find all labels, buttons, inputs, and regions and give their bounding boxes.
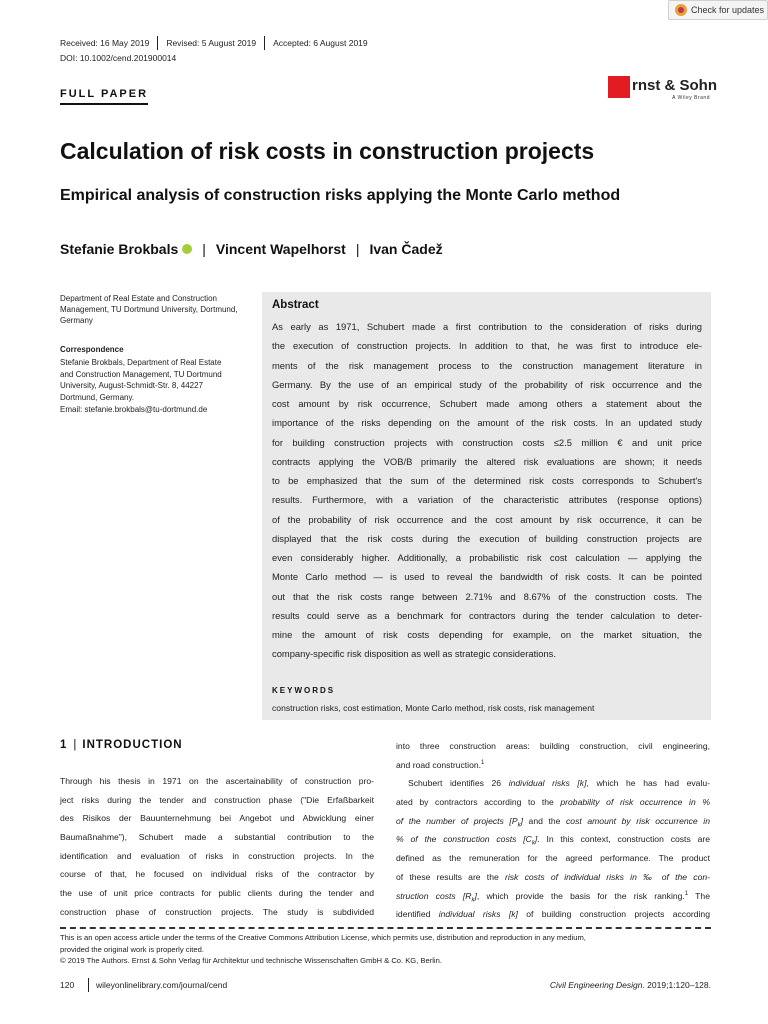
- abstract-line: the execution of construction projects. In addition to that, he was first to introduce ele-: [272, 340, 702, 352]
- body-text-italic: struction costs [R: [396, 890, 472, 901]
- correspondence-heading: Correspondence: [60, 345, 124, 354]
- body-line: ject risks during the tender and construction phase ("Die Erfaßbarkeit: [60, 794, 374, 805]
- body-line: [396, 905, 710, 924]
- abstract-line: results could serve as a benchmark for contractors during the tender calculation to deter-: [272, 609, 702, 621]
- body-line: [396, 830, 710, 849]
- body-column-right: [396, 737, 710, 924]
- footnote-ref[interactable]: 1: [684, 890, 689, 897]
- abstract-line: for building construction projects with construction costs ≤2.5 million € and unit price: [272, 436, 702, 448]
- citation-details: . 2019;1:120–128.: [642, 980, 711, 990]
- check-for-updates-label: Check for updates: [691, 5, 765, 15]
- publisher-tagline: A Wiley Brand: [672, 95, 710, 101]
- article-type: FULL PAPER: [60, 88, 149, 100]
- license-line: provided the original work is properly cited.: [60, 944, 204, 954]
- body-line: [396, 793, 710, 812]
- body-text-italic: ]: [520, 815, 523, 826]
- check-for-updates-button[interactable]: [668, 0, 768, 20]
- affiliation: Department of Real Estate and Construction Management, TU Dortmund University, Dortmund, Germany: [60, 294, 238, 325]
- abstract-line: importance of the risks depending on the amount of the risk costs. In an updated study: [272, 417, 702, 429]
- divider: [264, 36, 265, 50]
- footer-divider: [88, 978, 89, 992]
- body-text-italic: individual risks [k]: [438, 909, 518, 920]
- correspondence-email[interactable]: Email: stefanie.brokbals@tu-dortmund.de: [60, 404, 208, 414]
- body-text-italic: ]: [474, 890, 477, 901]
- divider: [157, 36, 158, 50]
- body-text-italic: ]: [534, 834, 538, 845]
- doi[interactable]: DOI: 10.1002/cend.201900014: [60, 53, 177, 63]
- body-text: , which provide the basis for the risk ranking.: [476, 890, 685, 901]
- paper-title: Calculation of risk costs in construction projects: [60, 138, 595, 164]
- abstract-line: company-specific risk disposition as well as strategic considerations.: [272, 648, 556, 660]
- article-dates: [60, 36, 368, 50]
- correspondence-line: University, August-Schmidt-Str. 8, 44227: [60, 381, 204, 391]
- body-text-italic: risk costs of individual risks in ‰ of the con-: [504, 871, 711, 882]
- abstract-line: displayed that the risk costs during the execution of building construction projects are: [272, 532, 702, 544]
- correspondence-line: Dortmund, Germany.: [60, 393, 135, 403]
- body-text: and the: [522, 815, 566, 826]
- orcid-icon[interactable]: [182, 244, 192, 254]
- paper-subtitle: Empirical analysis of construction risks applying the Monte Carlo method: [60, 187, 621, 204]
- copyright-line: © 2019 The Authors. Ernst & Sohn Verlag für Architektur und technische Wissenschaften GmbH & Co. KG, Berlin.: [60, 956, 442, 965]
- section-divider: |: [73, 739, 77, 751]
- subscript: k: [471, 897, 475, 904]
- body-line: [396, 756, 710, 775]
- body-line: des Risikos der Bauunternehmung bei Angebot und Abwicklung einer: [60, 813, 374, 824]
- abstract-line: even considerably higher. Additionally, a probabilistic risk cost calculation — applying the: [272, 552, 702, 563]
- license-footnote: [60, 932, 711, 967]
- body-text: and road construction.: [396, 759, 482, 770]
- body-line: [396, 887, 710, 906]
- body-line: into three construction areas: building construction, civil engineering,: [396, 741, 710, 751]
- correspondence-line: and Construction Management, TU Dortmund: [60, 369, 222, 379]
- body-text: Schubert identifies 26: [408, 778, 509, 789]
- body-line: construction phase of construction projects. The study is subdivided: [60, 906, 374, 917]
- author-name[interactable]: Stefanie Brokbals: [60, 241, 179, 257]
- subscript: k: [517, 822, 521, 829]
- section-number: 1: [60, 739, 68, 751]
- accepted-date: Accepted: 6 August 2019: [273, 38, 368, 48]
- received-date: Received: 16 May 2019: [60, 38, 150, 48]
- body-column-left: [60, 772, 374, 922]
- section-title: INTRODUCTION: [82, 739, 183, 751]
- body-line: Baumaßnahme"), Schubert made a substantial contribution to the: [60, 832, 374, 843]
- abstract-line: results. Furthermore, with a variation of the characteristic attributes (response options): [272, 494, 702, 506]
- body-text-italic: % of the construction costs [C: [396, 834, 532, 845]
- correspondence-details: [60, 357, 245, 416]
- author-divider: |: [355, 241, 360, 257]
- journal-citation: [550, 980, 711, 990]
- body-text-italic: of the number of projects [P: [396, 815, 518, 826]
- abstract-line: As early as 1971, Schubert made a first contribution to the consideration of risks during: [272, 321, 702, 332]
- body-text: ated by contractors according to the: [396, 797, 561, 808]
- body-line: Through his thesis in 1971 on the ascertainability of construction pro-: [60, 776, 374, 786]
- body-text-italic: probability of risk occurrence in %: [560, 797, 710, 808]
- body-text: . In this context, construction costs are: [537, 834, 710, 845]
- body-text: of building construction projects according: [517, 909, 710, 920]
- article-type-underline: [60, 103, 148, 105]
- section-heading: [60, 739, 183, 751]
- body-text: The: [688, 890, 710, 901]
- body-text: , which he has had evalu-: [586, 778, 710, 789]
- license-line: This is an open access article under the terms of the Creative Commons Attribution License, which permits use, distribution and reproduction in any medium,: [60, 933, 586, 942]
- author-divider: |: [202, 241, 206, 257]
- footnote-ref[interactable]: 1: [481, 759, 485, 766]
- body-text: identified: [396, 909, 439, 920]
- abstract-line: contracts applying the VOB/B primarily the altered risk evaluations are shown; it needs: [272, 455, 702, 467]
- body-text-italic: cost amount by risk occurrence in: [566, 815, 710, 826]
- publisher-logo: [608, 76, 717, 102]
- footnote-divider: [60, 927, 711, 929]
- keywords-heading: KEYWORDS: [272, 686, 336, 695]
- body-line: identification and evaluation of risks in construction projects. In the: [60, 850, 374, 861]
- body-line: defined as the remuneration for the agreed performance. The product: [396, 853, 710, 864]
- subscript: k: [531, 841, 535, 848]
- publisher-logo-mark: [608, 76, 630, 98]
- crossmark-icon: [675, 4, 687, 16]
- abstract-body: [272, 317, 702, 664]
- body-line: the use of unit price contracts for public clients during the tender and: [60, 888, 374, 899]
- page-number: 120: [60, 980, 75, 990]
- author-list: [60, 241, 443, 257]
- abstract-line: mine the amount of risk costs depending for example, on the market situation, the: [272, 629, 702, 640]
- abstract-heading: Abstract: [272, 299, 319, 311]
- abstract-line: of the probability of risk occurrence and the cost amount by risk occurrence, it can be: [272, 513, 702, 525]
- publisher-name: rnst & Sohn: [632, 77, 717, 94]
- body-text: of these results are the: [396, 871, 505, 882]
- revised-date: Revised: 5 August 2019: [166, 38, 257, 48]
- abstract-line: ments of the risk management process to the construction management literature in: [272, 359, 702, 371]
- body-line: [396, 774, 710, 793]
- abstract-line: cost amount by risk occurrence, Schubert made among others a statement about the: [272, 398, 702, 409]
- body-line: [396, 812, 710, 831]
- journal-url[interactable]: wileyonlinelibrary.com/journal/cend: [96, 980, 228, 990]
- journal-name: Civil Engineering Design: [549, 980, 643, 990]
- correspondence-line: Stefanie Brokbals, Department of Real Estate: [60, 358, 222, 367]
- body-line: [396, 868, 710, 887]
- abstract-line: to be emphasized that the sum of the determined risk costs corresponds to Schubert's: [272, 475, 702, 486]
- author-name[interactable]: Ivan Čadež: [369, 241, 443, 257]
- body-line: course of that, he focused on individual risks of the contractor by: [60, 869, 374, 880]
- abstract-line: out that the risk costs range between 2.71% and 8.67% of the construction costs. The: [272, 590, 702, 602]
- abstract-line: Monte Carlo method — is used to reveal the bandwidth of risk costs. It can be pointed: [272, 571, 702, 583]
- body-text-italic: individual risks [k]: [508, 778, 587, 789]
- abstract-line: Germany. By the use of an empirical study of the probability of risk occurrence and the: [272, 378, 702, 390]
- keywords-list: construction risks, cost estimation, Monte Carlo method, risk costs, risk management: [272, 703, 595, 713]
- author-name[interactable]: Vincent Wapelhorst: [215, 241, 346, 257]
